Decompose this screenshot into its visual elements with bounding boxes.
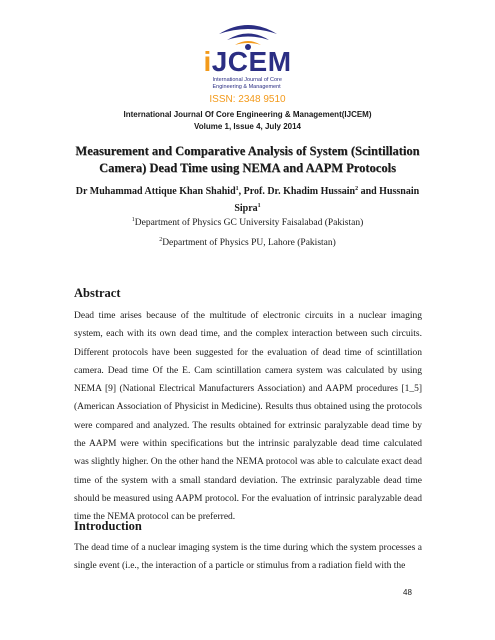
author-1-sup: 1 [235, 186, 239, 192]
logo-subtitle [203, 77, 293, 90]
logo-subtitle-line1: International Journal of Core [212, 77, 282, 83]
logo-title-rest: JCEM [211, 46, 292, 77]
affiliation-2-text: Department of Physics PU, Lahore (Pakistan) [162, 238, 336, 248]
introduction-heading: Introduction [74, 519, 142, 533]
journal-logo [0, 20, 495, 90]
abstract-text: Dead time arises because of the multitude of electronic circuits in a nuclear imaging system, each with its own dead time, and the complex interaction between such circuits. Different protocols have been suggested for the evaluation of dead time of scintillation camera. Dead time Of the E. Cam scintillation camera system was calculated by using NEMA [9] (National Electrical Manufacturers Association) and AAPM procedures [1_5] (American Association of Physicist in Medicine). Results thus obtained using the protocols were compared and analyzed. The results obtained for extrinsic paralyzable dead time by the AAPM were within specifications but the intrinsic paralyzable dead time calculated was slightly higher. On the other hand the NEMA protocol was able to calculate exact dead time of the system with a small standard deviation. The extrinsic paralyzable dead time should be measured using AAPM protocol. For the evaluation of intrinsic paralyzable dead time the NEMA protocol can be preferred. [74, 311, 422, 523]
journal-name: International Journal Of Core Engineering & Management(IJCEM) [123, 110, 372, 119]
abstract-heading: Abstract [74, 286, 121, 300]
author-3: and Hussnain Sipra [234, 186, 420, 214]
author-list [70, 182, 425, 216]
logo-subtitle-line2: Engineering & Management [212, 83, 281, 90]
author-3-sup: 1 [257, 203, 261, 209]
affiliation-2 [0, 237, 495, 248]
affiliation-1 [0, 217, 495, 228]
logo-title [0, 48, 495, 76]
introduction-text: The dead time of a nuclear imaging system is the time during which the system processes a single event (i.e., the interaction of a particle or stimulus from a radiation field with the [74, 543, 422, 572]
affiliation-1-text: Department of Physics GC University Faisalabad (Pakistan) [134, 218, 364, 228]
journal-volume: Volume 1, Issue 4, July 2014 [193, 122, 302, 131]
affiliation-1-sup: 1 [131, 217, 135, 223]
affiliation-2-sup: 2 [159, 237, 163, 243]
page-number: 48 [403, 588, 412, 597]
author-2: , Prof. Dr. Khadim Hussain [238, 186, 356, 197]
issn: ISSN: 2348 9510 [209, 94, 286, 105]
paper-title: Measurement and Comparative Analysis of System (Scintillation Camera) Dead Time using NEMA and AAPM Protocols [75, 144, 420, 175]
author-2-sup: 2 [355, 186, 359, 192]
logo-title-i: i [203, 46, 212, 77]
author-1: Dr Muhammad Attique Khan Shahid [75, 186, 236, 197]
